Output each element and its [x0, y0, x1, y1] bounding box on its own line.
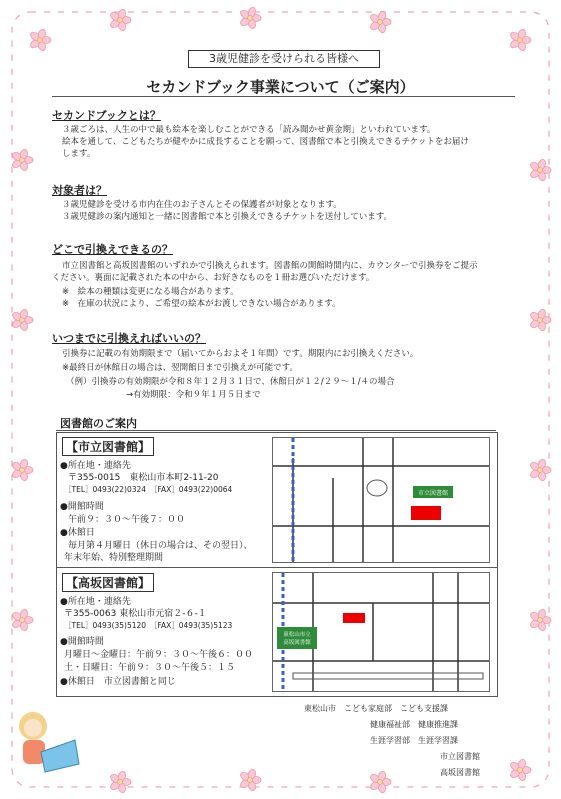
flower-decoration [509, 28, 531, 51]
section-line: ※最終日が休館日の場合は、翌開館日まで引換えが可能です。 [62, 363, 298, 373]
section-line: 市立図書館と高坂図書館のいずれかで引換えられます。図書館の開館時間内に、カウンターで引換券をご提示 [62, 261, 478, 271]
department-line: 健康福祉部 健康推進課 [370, 720, 458, 729]
section-line: 絵本を通して、こどもたちが健やかに成長することを願って、図書館で本と引換えできるチケットをお届け [62, 137, 469, 147]
library-info-line: ●休館日 [60, 528, 95, 538]
section-line: します。 [62, 149, 96, 159]
flower-decoration [11, 308, 33, 331]
section-heading: 対象者は？ [52, 184, 107, 197]
section-line: ください。裏面に記載された本の中から、お好きなものを１冊お選びいただけます。 [52, 273, 375, 283]
library-info-line: ●休館日 市立図書館と同じ [60, 677, 176, 687]
department-line: 市立図書館 [440, 752, 480, 761]
flower-decoration [11, 608, 33, 631]
section-heading: セカンドブックとは？ [52, 109, 161, 122]
library-info-line: 〒355-0063 東松山市元宿２-６-１ [64, 609, 207, 619]
library-info-line: 月曜日〜金曜日：午前９：３０〜午後６：００ [64, 650, 254, 660]
notice-box: 3歳児健診を受けられる皆様へ [188, 50, 380, 68]
takasaka-library-title: 【高坂図書館】 [62, 573, 154, 592]
map-label: 市立図書館 [417, 490, 449, 497]
section-line: （例）引換券の有効期限が令和８年１２月３１日で、休館日が１２/２９〜１/４の場合 [66, 377, 395, 387]
section-line: ※ 絵本の種類は変更になる場合があります。 [62, 287, 239, 297]
flower-decoration [529, 158, 551, 181]
section-line: ３歳児健診の案内通知と一緒に図書館で本と引換えできるチケットを送付しています。 [62, 212, 393, 222]
flower-decoration [529, 308, 551, 331]
flower-decoration [529, 458, 551, 481]
library-info-line: ●開館時間 [60, 637, 104, 647]
section-line: ３歳ごろは、人生の中で最も絵本を楽しむことができる「読み聞かせ黄金期」といわれています。 [62, 125, 436, 135]
flower-decoration [109, 8, 131, 31]
title-divider [52, 96, 515, 97]
svg-text:高坂図書館: 高坂図書館 [283, 640, 311, 646]
library-info-line: 〒355-0015 東松山市本町2-11-20 [68, 473, 219, 483]
library-info-line: 年末年始、特別整理期間 [64, 553, 164, 563]
section-line: ３歳児健診を受ける市内在住のお子さんとその保護者が対象となります。 [62, 200, 342, 210]
section-line: 引換券に記載の有効期限まで（届いてからおよそ１年間）です。期限内にお引換えください。 [62, 349, 419, 359]
library-info-line: ●所在地・連絡先 [60, 461, 131, 471]
library-info-line: 毎月第４月曜日（休日の場合は、その翌日）、 [68, 541, 253, 551]
flower-decoration [11, 458, 33, 481]
takasaka-library-map [272, 572, 490, 692]
flower-decoration [369, 770, 391, 793]
department-line: 東松山市 こども家庭部 こども支援課 [304, 704, 448, 713]
city-library-title: 【市立図書館】 [62, 437, 154, 456]
flower-decoration [239, 6, 261, 29]
flower-decoration [509, 758, 531, 781]
department-line: 生涯学習部 生涯学習課 [370, 736, 458, 745]
section-heading: どこで引換えできるの？ [52, 243, 173, 256]
section-heading: いつまでに引換えればいいの？ [52, 332, 206, 345]
section-line: →有効期限：令和９年１月５日まで [126, 390, 261, 400]
department-line: 高坂図書館 [440, 768, 480, 777]
flower-decoration [109, 770, 131, 793]
library-info-line: ●所在地・連絡先 [60, 597, 131, 607]
library-info-line: 土・日曜日：午前９：３０〜午後５：１５ [64, 663, 236, 673]
reading-girl-illustration [5, 702, 85, 782]
flower-decoration [11, 148, 33, 171]
flower-decoration [29, 28, 51, 51]
svg-text:東松山市立: 東松山市立 [283, 632, 311, 638]
section-line: ※ 在庫の状況により、ご希望の絵本がお渡しできない場合があります。 [62, 299, 341, 309]
library-info-line: ［TEL］0493(22)0324 ［FAX］0493(22)0064 [64, 485, 233, 494]
city-library-map [272, 437, 490, 563]
library-divider [56, 430, 496, 431]
flower-decoration [239, 768, 261, 791]
library-info-line: ［TEL］0493(35)5120 ［FAX］0493(35)5123 [64, 621, 233, 630]
library-info-line: 午前９：３０〜午後７：００ [68, 515, 186, 525]
library-info-line: ●開館時間 [60, 502, 104, 512]
flower-decoration [369, 10, 391, 33]
page-title: セカンドブック事業について（ご案内） [146, 78, 415, 96]
library-section-heading: 図書館のご案内 [60, 417, 137, 430]
flower-decoration [529, 608, 551, 631]
